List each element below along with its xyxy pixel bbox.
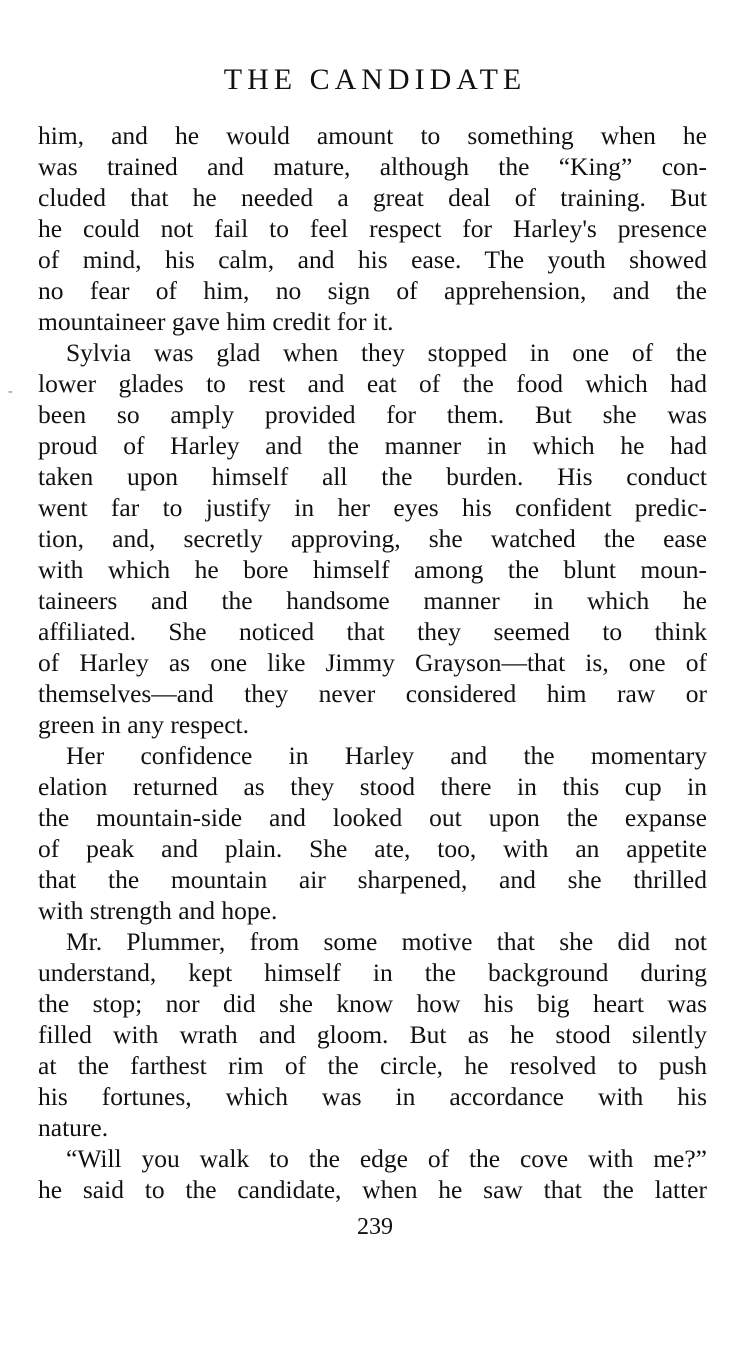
text-line: the mountain-side and looked out upon the expanse bbox=[38, 803, 707, 832]
running-title: THE CANDIDATE bbox=[223, 63, 527, 96]
text-line: been so amply provided for them. But she was bbox=[38, 400, 707, 429]
text-line: themselves—and they never considered him raw or bbox=[38, 679, 707, 708]
text-line: he said to the candidate, when he saw that the latter bbox=[38, 1175, 707, 1204]
text-line: tion, and, secretly approving, she watched the ease bbox=[38, 524, 707, 553]
text-line: that the mountain air sharpened, and she thrilled bbox=[38, 865, 707, 894]
text-line: him, and he would amount to something when he bbox=[38, 121, 707, 150]
text-line: went far to justify in her eyes his confident predic- bbox=[38, 493, 707, 522]
text-line: mountaineer gave him credit for it. bbox=[38, 307, 394, 336]
text-line: elation returned as they stood there in this cup in bbox=[38, 772, 707, 801]
paragraph bbox=[38, 926, 707, 1143]
text-line: the stop; nor did she know how his big heart was bbox=[38, 989, 707, 1018]
page-number: 239 bbox=[357, 1214, 393, 1240]
text-line: “Will you walk to the edge of the cove with me?” bbox=[66, 1144, 707, 1173]
text-line: cluded that he needed a great deal of training. But bbox=[38, 183, 707, 212]
text-line: he could not fail to feel respect for Harley's presence bbox=[38, 214, 707, 243]
paragraph bbox=[38, 740, 707, 926]
body-text bbox=[38, 120, 707, 1205]
text-line: affiliated. She noticed that they seemed to think bbox=[38, 617, 707, 646]
text-line: was trained and mature, although the “King” con- bbox=[38, 152, 707, 181]
text-line: Sylvia was glad when they stopped in one of the bbox=[66, 338, 707, 367]
text-line: understand, kept himself in the background during bbox=[38, 958, 707, 987]
text-line: taken upon himself all the burden. His conduct bbox=[38, 462, 707, 491]
text-line: Mr. Plummer, from some motive that she did not bbox=[66, 927, 707, 956]
text-line: of peak and plain. She ate, too, with an appetite bbox=[38, 834, 707, 863]
text-line: at the farthest rim of the circle, he resolved to push bbox=[38, 1051, 707, 1080]
text-line: lower glades to rest and eat of the food which had bbox=[38, 369, 707, 398]
text-line: filled with wrath and gloom. But as he stood silently bbox=[38, 1020, 707, 1049]
text-line: his fortunes, which was in accordance with his bbox=[38, 1082, 707, 1111]
text-line: with strength and hope. bbox=[38, 896, 278, 925]
paragraph bbox=[38, 120, 707, 337]
text-line: of Harley as one like Jimmy Grayson—that is, one of bbox=[38, 648, 707, 677]
text-line: taineers and the handsome manner in which he bbox=[38, 586, 707, 615]
text-line: green in any respect. bbox=[38, 710, 249, 739]
margin-dash-mark: - bbox=[8, 384, 13, 399]
text-line: Her confidence in Harley and the momentary bbox=[66, 741, 707, 770]
text-line: proud of Harley and the manner in which he had bbox=[38, 431, 707, 460]
text-line: of mind, his calm, and his ease. The youth showed bbox=[38, 245, 707, 274]
paragraph bbox=[38, 337, 707, 740]
text-line: nature. bbox=[38, 1113, 109, 1142]
paragraph bbox=[38, 1143, 707, 1205]
text-line: no fear of him, no sign of apprehension, and the bbox=[38, 276, 707, 305]
text-line: with which he bore himself among the blunt moun- bbox=[38, 555, 707, 584]
